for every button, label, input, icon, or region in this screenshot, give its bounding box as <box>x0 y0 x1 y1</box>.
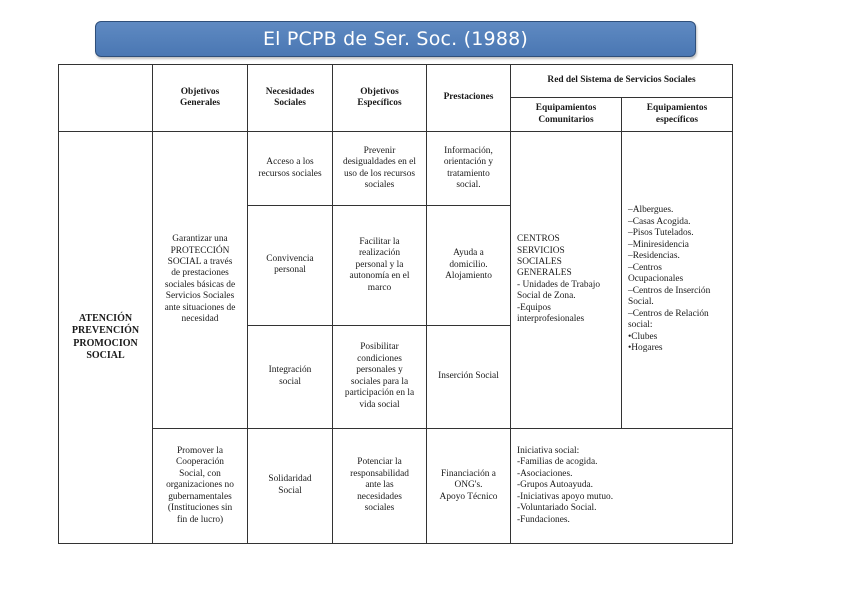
equipamientos-especificos-list: –Albergues. –Casas Acogida. –Pisos Tutelados. –Miniresidencia –Residencias. –Centros Ocupacionales –Centros de Inserción Social. –Centros de Relación social: •Clubes •Hogares <box>622 132 733 429</box>
iniciativa-social-list: Iniciativa social: -Familias de acogida. -Asociaciones. -Grupos Autoayuda. -Iniciativas apoyo mutuo. -Voluntariado Social. -Fundaciones. <box>511 428 733 543</box>
prestacion-financiacion: Financiación a ONG's. Apoyo Técnico <box>427 428 511 543</box>
necesidad-convivencia: Convivencia personal <box>248 206 333 325</box>
equipamientos-comunitarios-list: CENTROS SERVICIOS SOCIALES GENERALES - Unidades de Trabajo Social de Zona. -Equipos interprofesionales <box>511 132 622 429</box>
objetivo-prevenir: Prevenir desigualdades en el uso de los recursos sociales <box>333 132 427 206</box>
objetivo-facilitar: Facilitar la realización personal y la autonomía en el marco <box>333 206 427 325</box>
services-table <box>58 64 733 544</box>
objetivo-potenciar: Potenciar la responsabilidad ante las necesidades sociales <box>333 428 427 543</box>
necesidad-integracion: Integración social <box>248 325 333 428</box>
header-objetivos-generales: Objetivos Generales <box>153 65 248 132</box>
objetivo-posibilitar: Posibilitar condiciones personales y sociales para la participación en la vida social <box>333 325 427 428</box>
corner-cell <box>59 65 153 132</box>
header-objetivos-especificos: Objetivos Específicos <box>333 65 427 132</box>
header-equipamientos-especificos: Equipamientos específicos <box>622 98 733 132</box>
prestacion-insercion: Inserción Social <box>427 325 511 428</box>
slide-title: El PCPB de Ser. Soc. (1988) <box>95 21 696 57</box>
header-equipamientos-comunitarios: Equipamientos Comunitarios <box>511 98 622 132</box>
necesidad-acceso: Acceso a los recursos sociales <box>248 132 333 206</box>
header-necesidades-sociales: Necesidades Sociales <box>248 65 333 132</box>
objetivo-general-proteccion: Garantizar una PROTECCIÓN SOCIAL a través de prestaciones sociales básicas de Servicios Sociales ante situaciones de necesidad <box>153 132 248 429</box>
prestacion-informacion: Información, orientación y tratamiento social. <box>427 132 511 206</box>
side-label: ATENCIÓN PREVENCIÓN PROMOCION SOCIAL <box>59 132 153 544</box>
prestacion-ayuda-domicilio: Ayuda a domicilio. Alojamiento <box>427 206 511 325</box>
necesidad-solidaridad: Solidaridad Social <box>248 428 333 543</box>
header-prestaciones: Prestaciones <box>427 65 511 132</box>
header-red-sistema: Red del Sistema de Servicios Sociales <box>511 65 733 98</box>
objetivo-general-cooperacion: Promover la Cooperación Social, con organizaciones no gubernamentales (Instituciones sin fin de lucro) <box>153 428 248 543</box>
